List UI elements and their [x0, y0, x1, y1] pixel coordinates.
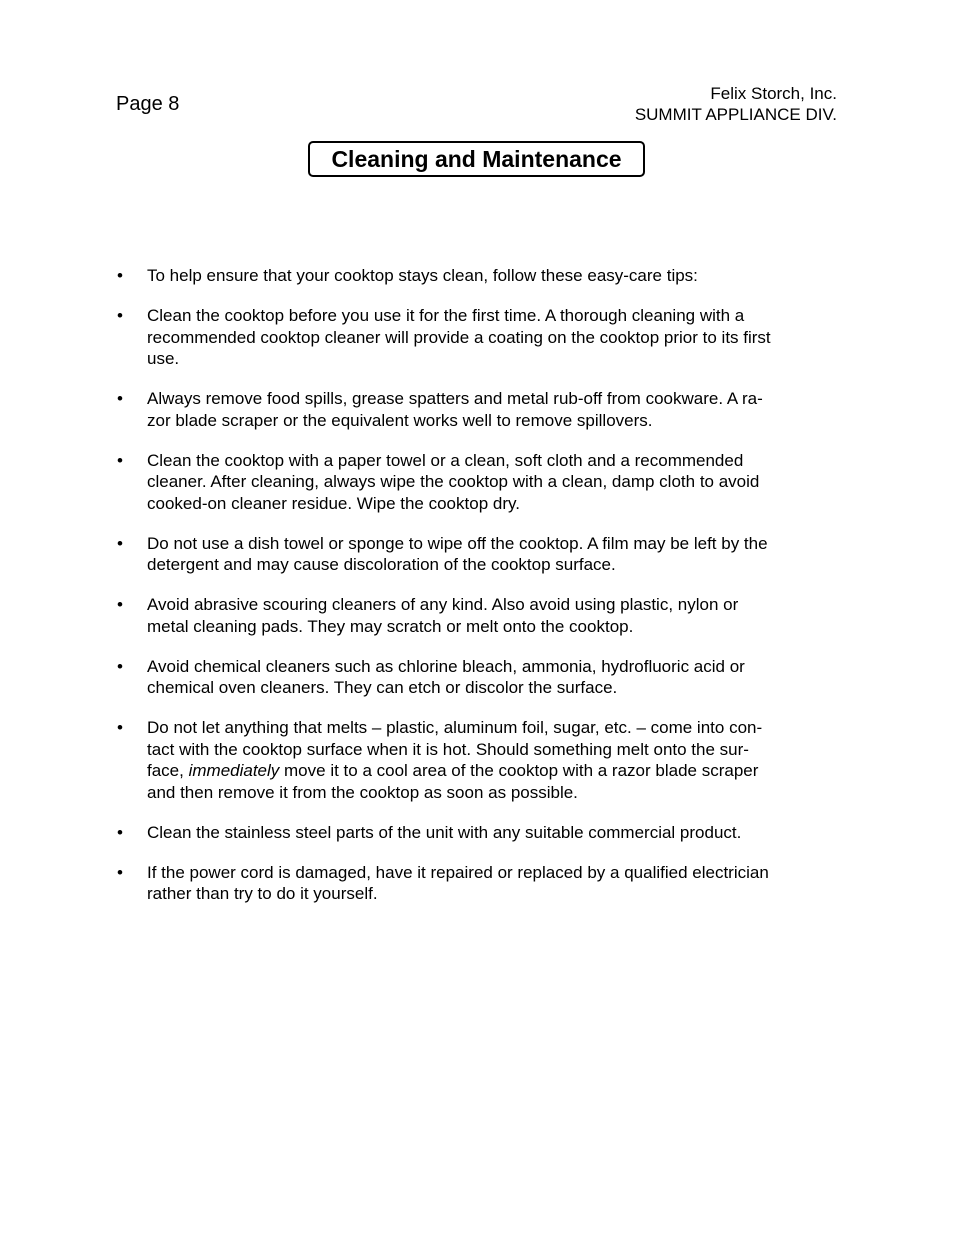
tip-text-line: detergent and may cause discoloration of the cooktop surface. — [147, 555, 616, 574]
tip-text-line: cleaner. After cleaning, always wipe the cooktop with a clean, damp cloth to avoid — [147, 472, 760, 491]
bullet-icon: • — [117, 389, 123, 408]
tip-text-line: If the power cord is damaged, have it repaired or replaced by a qualified electrician — [147, 862, 769, 882]
company-division: SUMMIT APPLIANCE DIV. — [634, 105, 837, 124]
tip-text-segment: face, — [147, 761, 189, 780]
tip-text-line: Always remove food spills, grease spatters and metal rub-off from cookware. A ra- — [147, 389, 763, 408]
tip-text-line: To help ensure that your cooktop stays clean, follow these easy-care tips: — [147, 266, 698, 285]
section-title: Cleaning and Maintenance — [331, 146, 622, 172]
list-item — [113, 533, 843, 576]
bullet-icon: • — [117, 656, 123, 676]
page-number: Page 8 — [116, 93, 180, 115]
tip-text-line: metal cleaning pads. They may scratch or melt onto the cooktop. — [147, 616, 634, 636]
bullet-icon: • — [117, 862, 123, 882]
tip-text-segment: move it to a cool area of the cooktop with a razor blade scraper — [279, 761, 759, 780]
bullet-icon: • — [117, 533, 123, 553]
tip-text-line: Do not use a dish towel or sponge to wipe off the cooktop. A film may be left by the — [147, 533, 768, 553]
emphasis-text: immediately — [188, 761, 280, 780]
tip-text-line: Clean the cooktop before you use it for the first time. A thorough cleaning with a — [147, 306, 745, 325]
list-item — [113, 265, 843, 287]
section-title-box — [308, 141, 645, 177]
company-header — [635, 83, 837, 125]
list-item — [113, 450, 843, 515]
company-name: Felix Storch, Inc. — [710, 84, 837, 103]
tip-text-line: Do not let anything that melts – plastic, aluminum foil, sugar, etc. – come into con- — [147, 718, 763, 737]
tip-text-line — [147, 760, 843, 782]
tip-text-line: Clean the cooktop with a paper towel or a clean, soft cloth and a recommended — [147, 450, 744, 470]
list-item — [113, 594, 843, 637]
cleaning-tips-list — [113, 265, 843, 923]
bullet-icon: • — [117, 822, 123, 842]
bullet-icon: • — [117, 266, 123, 285]
tip-text-line: cooked-on cleaner residue. Wipe the cooktop dry. — [147, 493, 520, 513]
tip-text-line: recommended cooktop cleaner will provide a coating on the cooktop prior to its first — [147, 327, 771, 347]
bullet-icon: • — [117, 306, 123, 325]
list-item — [113, 822, 843, 844]
list-item — [113, 656, 843, 699]
bullet-icon: • — [117, 595, 123, 614]
bullet-icon: • — [117, 718, 123, 737]
list-item — [113, 305, 843, 370]
bullet-icon: • — [117, 450, 123, 470]
tip-text-line: rather than try to do it yourself. — [147, 884, 378, 903]
tip-text-line: use. — [147, 349, 180, 368]
tip-text-line: Avoid chemical cleaners such as chlorine bleach, ammonia, hydrofluoric acid or — [147, 656, 745, 676]
list-item — [113, 717, 843, 803]
tip-text-line: zor blade scraper or the equivalent works well to remove spillovers. — [147, 410, 653, 430]
tip-text-line: and then remove it from the cooktop as soon as possible. — [147, 782, 578, 802]
list-item — [113, 388, 843, 431]
tip-text-line: Clean the stainless steel parts of the unit with any suitable commercial product. — [147, 822, 742, 842]
list-item — [113, 862, 843, 905]
tip-text-line: chemical oven cleaners. They can etch or discolor the surface. — [147, 678, 618, 697]
tip-text-line: tact with the cooktop surface when it is hot. Should something melt onto the sur- — [147, 739, 749, 759]
tip-text-line: Avoid abrasive scouring cleaners of any kind. Also avoid using plastic, nylon or — [147, 595, 739, 614]
